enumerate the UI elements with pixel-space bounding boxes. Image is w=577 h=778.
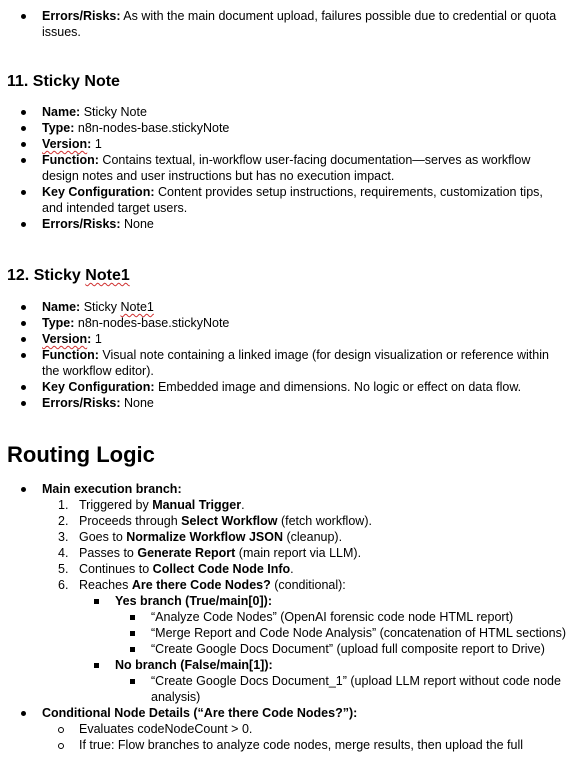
sub-item-text: If true: Flow branches to analyze code nodes, merge results, then upload the full — [79, 738, 524, 752]
item-label: Errors/Risks: — [42, 396, 121, 410]
bullet-icon — [21, 315, 33, 326]
list-item — [0, 152, 562, 184]
step-item — [0, 545, 570, 561]
step-item — [0, 513, 570, 529]
item-text: n8n-nodes-base.stickyNote — [74, 121, 230, 135]
section-11-list — [0, 104, 562, 232]
list-item — [0, 481, 570, 497]
step-node-name: Collect Code Node Info — [152, 562, 291, 576]
heading-text: 12. Sticky — [7, 267, 86, 284]
list-item — [0, 331, 560, 347]
hollow-bullet-icon — [58, 721, 74, 733]
square-bullet-icon — [94, 657, 99, 668]
section-heading-11: 11. Sticky Note — [7, 73, 120, 90]
item-label: Type: — [42, 121, 75, 135]
branch-sub-text: “Merge Report and Code Node Analysis” (concatenation of HTML sections) — [151, 626, 567, 640]
branch-sub-text: “Create Google Docs Document” (upload full composite report to Drive) — [151, 642, 545, 656]
branch-sub-item — [0, 641, 570, 657]
item-text: None — [120, 217, 154, 231]
square-bullet-icon — [130, 641, 135, 652]
list-item — [0, 315, 560, 331]
item-text: Embedded image and dimensions. No logic or effect on data flow. — [154, 380, 522, 394]
step-text: (fetch workflow). — [277, 514, 372, 528]
branch-label: No branch (False/main[1]): — [115, 658, 273, 672]
step-item — [0, 561, 570, 577]
step-item — [0, 497, 570, 513]
item-text-misspelled: Note1 — [120, 300, 154, 314]
bullet-icon — [21, 184, 33, 195]
step-text: Passes to — [79, 546, 138, 560]
list-item — [0, 705, 570, 721]
item-text: 1 — [91, 137, 102, 151]
sub-item-text: Evaluates codeNodeCount > 0. — [79, 722, 253, 736]
no-branch-item — [0, 657, 570, 673]
list-item — [0, 8, 560, 40]
bullet-icon — [21, 120, 33, 131]
item-text: As with the main document upload, failures possible due to credential or quota issues. — [42, 9, 557, 39]
item-label: Version — [42, 332, 88, 346]
item-text: Visual note containing a linked image (for design visualization or reference within the workflow editor). — [42, 348, 549, 378]
item-text: Contains textual, in-workflow user-facing documentation—serves as workflow design notes and user instructions but has no execution impact. — [42, 153, 531, 183]
step-node-name: Manual Trigger — [152, 498, 242, 512]
step-number: 5. — [58, 562, 69, 576]
step-item — [0, 529, 570, 545]
routing-logic-heading: Routing Logic — [7, 442, 155, 467]
list-item — [0, 395, 560, 411]
sub-item — [0, 721, 570, 737]
item-label: Key Configuration: — [42, 185, 155, 199]
routing-list — [0, 481, 570, 753]
step-number: 4. — [58, 546, 69, 560]
step-text: . — [241, 498, 245, 512]
step-text: (main report via LLM). — [235, 546, 362, 560]
square-bullet-icon — [130, 673, 135, 684]
step-text: (cleanup). — [283, 530, 343, 544]
step-text: . — [290, 562, 294, 576]
step-node-name: Normalize Workflow JSON — [126, 530, 283, 544]
list-item — [0, 299, 560, 315]
list-item — [0, 136, 562, 152]
item-label: Function: — [42, 153, 99, 167]
item-label: Name: — [42, 300, 81, 314]
square-bullet-icon — [130, 609, 135, 620]
item-label: Main execution branch: — [42, 482, 182, 496]
square-bullet-icon — [94, 593, 99, 604]
bullet-icon — [21, 379, 33, 390]
item-text: Content provides setup instructions, requirements, customization tips, and intended target users. — [42, 185, 543, 215]
hollow-bullet-icon — [58, 737, 74, 749]
square-bullet-icon — [130, 625, 135, 636]
step-text: Goes to — [79, 530, 127, 544]
step-number: 2. — [58, 514, 69, 528]
step-number: 6. — [58, 578, 69, 592]
bullet-icon — [21, 299, 33, 310]
list-item — [0, 120, 562, 136]
step-text: Reaches — [79, 578, 132, 592]
step-node-name: Generate Report — [137, 546, 236, 560]
step-number: 3. — [58, 530, 69, 544]
bullet-icon — [21, 216, 33, 227]
step-number: 1. — [58, 498, 69, 512]
heading-text-misspelled: Note1 — [85, 267, 130, 284]
item-text: None — [120, 396, 154, 410]
item-label: Type: — [42, 316, 75, 330]
bullet-icon — [21, 136, 33, 147]
list-item — [0, 216, 562, 232]
step-item — [0, 577, 570, 593]
bullet-icon — [21, 705, 33, 716]
item-label-colon: : — [87, 137, 92, 151]
item-label: Errors/Risks: — [42, 9, 121, 23]
step-node-name: Select Workflow — [181, 514, 278, 528]
list-item — [0, 104, 562, 120]
list-item — [0, 379, 560, 395]
yes-branch-item — [0, 593, 570, 609]
item-text: Sticky — [80, 300, 121, 314]
item-text: 1 — [91, 332, 102, 346]
list-item — [0, 184, 562, 216]
branch-sub-item — [0, 673, 570, 705]
branch-sub-text: “Analyze Code Nodes” (OpenAI forensic code node HTML report) — [151, 610, 514, 624]
branch-sub-text: “Create Google Docs Document_1” (upload LLM report without code node analysis) — [151, 674, 561, 704]
bullet-icon — [21, 152, 33, 163]
section-heading-12 — [0, 266, 130, 286]
item-text: Sticky Note — [80, 105, 147, 119]
bullet-icon — [21, 481, 33, 492]
step-text: Continues to — [79, 562, 153, 576]
branch-label: Yes branch (True/main[0]): — [115, 594, 272, 608]
step-node-name: Are there Code Nodes? — [131, 578, 271, 592]
item-label: Key Configuration: — [42, 380, 155, 394]
item-label: Version — [42, 137, 88, 151]
item-text: n8n-nodes-base.stickyNote — [74, 316, 230, 330]
bullet-icon — [21, 8, 33, 19]
bullet-icon — [21, 347, 33, 358]
step-text: Proceeds through — [79, 514, 182, 528]
list-item — [0, 347, 560, 379]
bullet-icon — [21, 395, 33, 406]
item-label: Errors/Risks: — [42, 217, 121, 231]
sub-item — [0, 737, 570, 753]
item-label: Function: — [42, 348, 99, 362]
step-text: (conditional): — [270, 578, 346, 592]
item-label-colon: : — [87, 332, 92, 346]
step-text: Triggered by — [79, 498, 153, 512]
bullet-icon — [21, 331, 33, 342]
branch-sub-item — [0, 609, 570, 625]
bullet-icon — [21, 104, 33, 115]
section-12-list — [0, 299, 560, 411]
branch-sub-item — [0, 625, 570, 641]
item-label: Name: — [42, 105, 81, 119]
errors-list-top — [0, 8, 560, 40]
item-label: Conditional Node Details (“Are there Code Nodes?”): — [42, 706, 358, 720]
